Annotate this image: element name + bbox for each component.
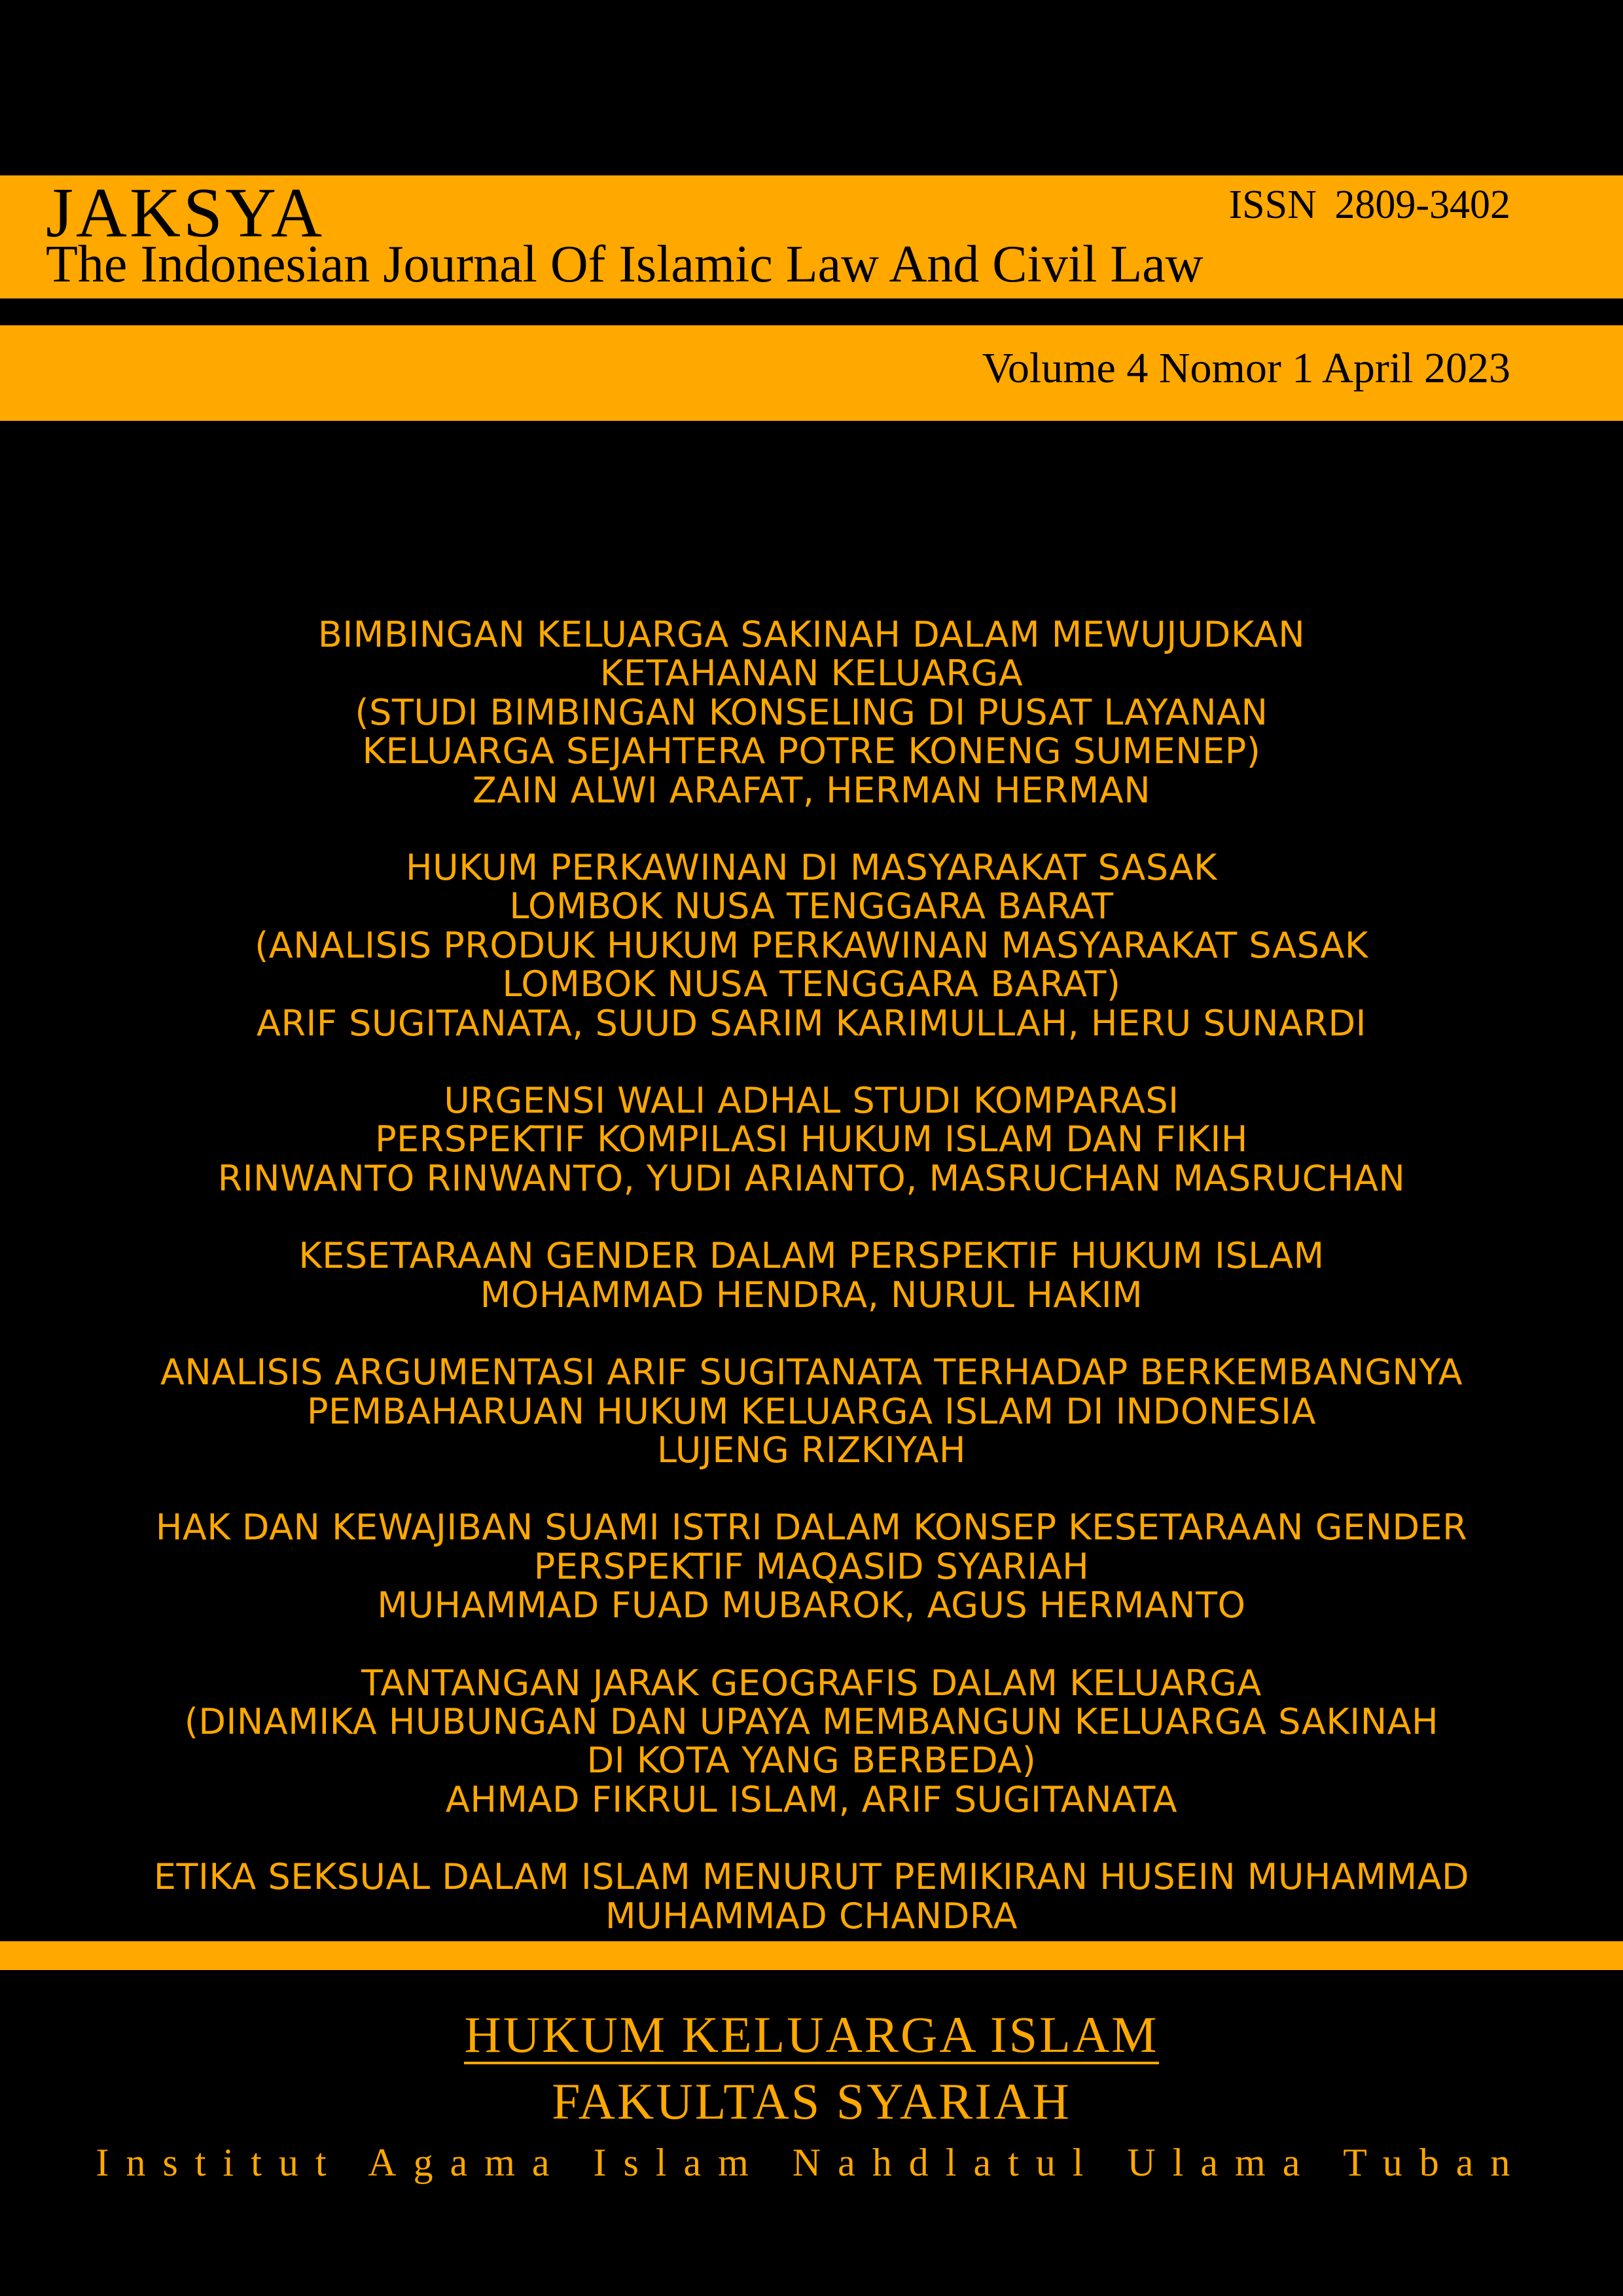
article-title-line: TANTANGAN JARAK GEOGRAFIS DALAM KELUARGA	[361, 1662, 1262, 1704]
article-title-line: LOMBOK NUSA TENGGARA BARAT)	[502, 963, 1121, 1005]
article-title-line: ETIKA SEKSUAL DALAM ISLAM MENURUT PEMIKIRAN HUSEIN MUHAMMAD	[153, 1856, 1470, 1898]
article-title-line: KESETARAAN GENDER DALAM PERSPEKTIF HUKUM ISLAM	[298, 1235, 1325, 1277]
article-title-line: KELUARGA SEJAHTERA POTRE KONENG SUMENEP)	[362, 730, 1261, 772]
article-title-line: (ANALISIS PRODUK HUKUM PERKAWINAN MASYARAKAT SASAK	[255, 924, 1368, 966]
article-title-line: DI KOTA YANG BERBEDA)	[586, 1740, 1037, 1782]
article-title-line: HUKUM PERKAWINAN DI MASYARAKAT SASAK	[406, 847, 1217, 889]
article-authors: MUHAMMAD CHANDRA	[605, 1895, 1018, 1937]
article-authors: MUHAMMAD FUAD MUBAROK, AGUS HERMANTO	[377, 1585, 1246, 1626]
article-authors: RINWANTO RINWANTO, YUDI ARIANTO, MASRUCHAN MASRUCHAN	[217, 1157, 1406, 1199]
article-title-line: LOMBOK NUSA TENGGARA BARAT	[509, 886, 1114, 927]
article-title-line: URGENSI WALI ADHAL STUDI KOMPARASI	[444, 1080, 1179, 1122]
article-entry	[0, 1236, 1623, 1314]
article-entry	[0, 1081, 1623, 1198]
journal-subtitle: The Indonesian Journal Of Islamic Law And Civil Law	[46, 236, 1204, 293]
article-title-line: PERSPEKTIF MAQASID SYARIAH	[533, 1545, 1090, 1587]
article-entry	[0, 1353, 1623, 1469]
article-title-line: PERSPEKTIF KOMPILASI HUKUM ISLAM DAN FIKIH	[375, 1119, 1248, 1160]
institute-name: Institut Agama Islam Nahdlatul Ulama Tuban	[96, 2141, 1527, 2184]
article-authors: ARIF SUGITANATA, SUUD SARIM KARIMULLAH, HERU SUNARDI	[257, 1002, 1366, 1044]
article-title-line: HAK DAN KEWAJIBAN SUAMI ISTRI DALAM KONSEP KESETARAAN GENDER	[155, 1507, 1468, 1549]
article-title-line: ANALISIS ARGUMENTASI ARIF SUGITANATA TERHADAP BERKEMBANGNYA	[160, 1352, 1463, 1393]
article-authors: AHMAD FIKRUL ISLAM, ARIF SUGITANATA	[445, 1778, 1178, 1820]
article-entry	[0, 1857, 1623, 1935]
article-entry	[0, 848, 1623, 1043]
article-title-line: (STUDI BIMBINGAN KONSELING DI PUSAT LAYANAN	[355, 691, 1268, 733]
article-entry	[0, 615, 1623, 810]
article-title-line: PEMBAHARUAN HUKUM KELUARGA ISLAM DI INDONESIA	[306, 1390, 1317, 1432]
article-authors: ZAIN ALWI ARAFAT, HERMAN HERMAN	[472, 769, 1151, 811]
article-title-line: (DINAMIKA HUBUNGAN DAN UPAYA MEMBANGUN KELUARGA SAKINAH	[184, 1700, 1439, 1742]
article-entry	[0, 1508, 1623, 1624]
footer-publisher	[0, 2006, 1623, 2184]
issn-label: ISSN 2809-3402	[1228, 183, 1510, 227]
article-authors: MOHAMMAD HENDRA, NURUL HAKIM	[480, 1274, 1143, 1316]
journal-name: JAKSYA	[46, 174, 325, 252]
article-list	[0, 615, 1623, 1974]
article-authors: LUJENG RIZKIYAH	[657, 1429, 966, 1471]
article-title-line: KETAHANAN KELUARGA	[599, 653, 1024, 694]
study-program-title: HUKUM KELUARGA ISLAM	[464, 2006, 1159, 2063]
article-title-line: BIMBINGAN KELUARGA SAKINAH DALAM MEWUJUDKAN	[317, 614, 1306, 655]
article-entry	[0, 1664, 1623, 1820]
volume-issue-label: Volume 4 Nomor 1 April 2023	[982, 344, 1510, 392]
faculty-title: FAKULTAS SYARIAH	[552, 2073, 1071, 2130]
